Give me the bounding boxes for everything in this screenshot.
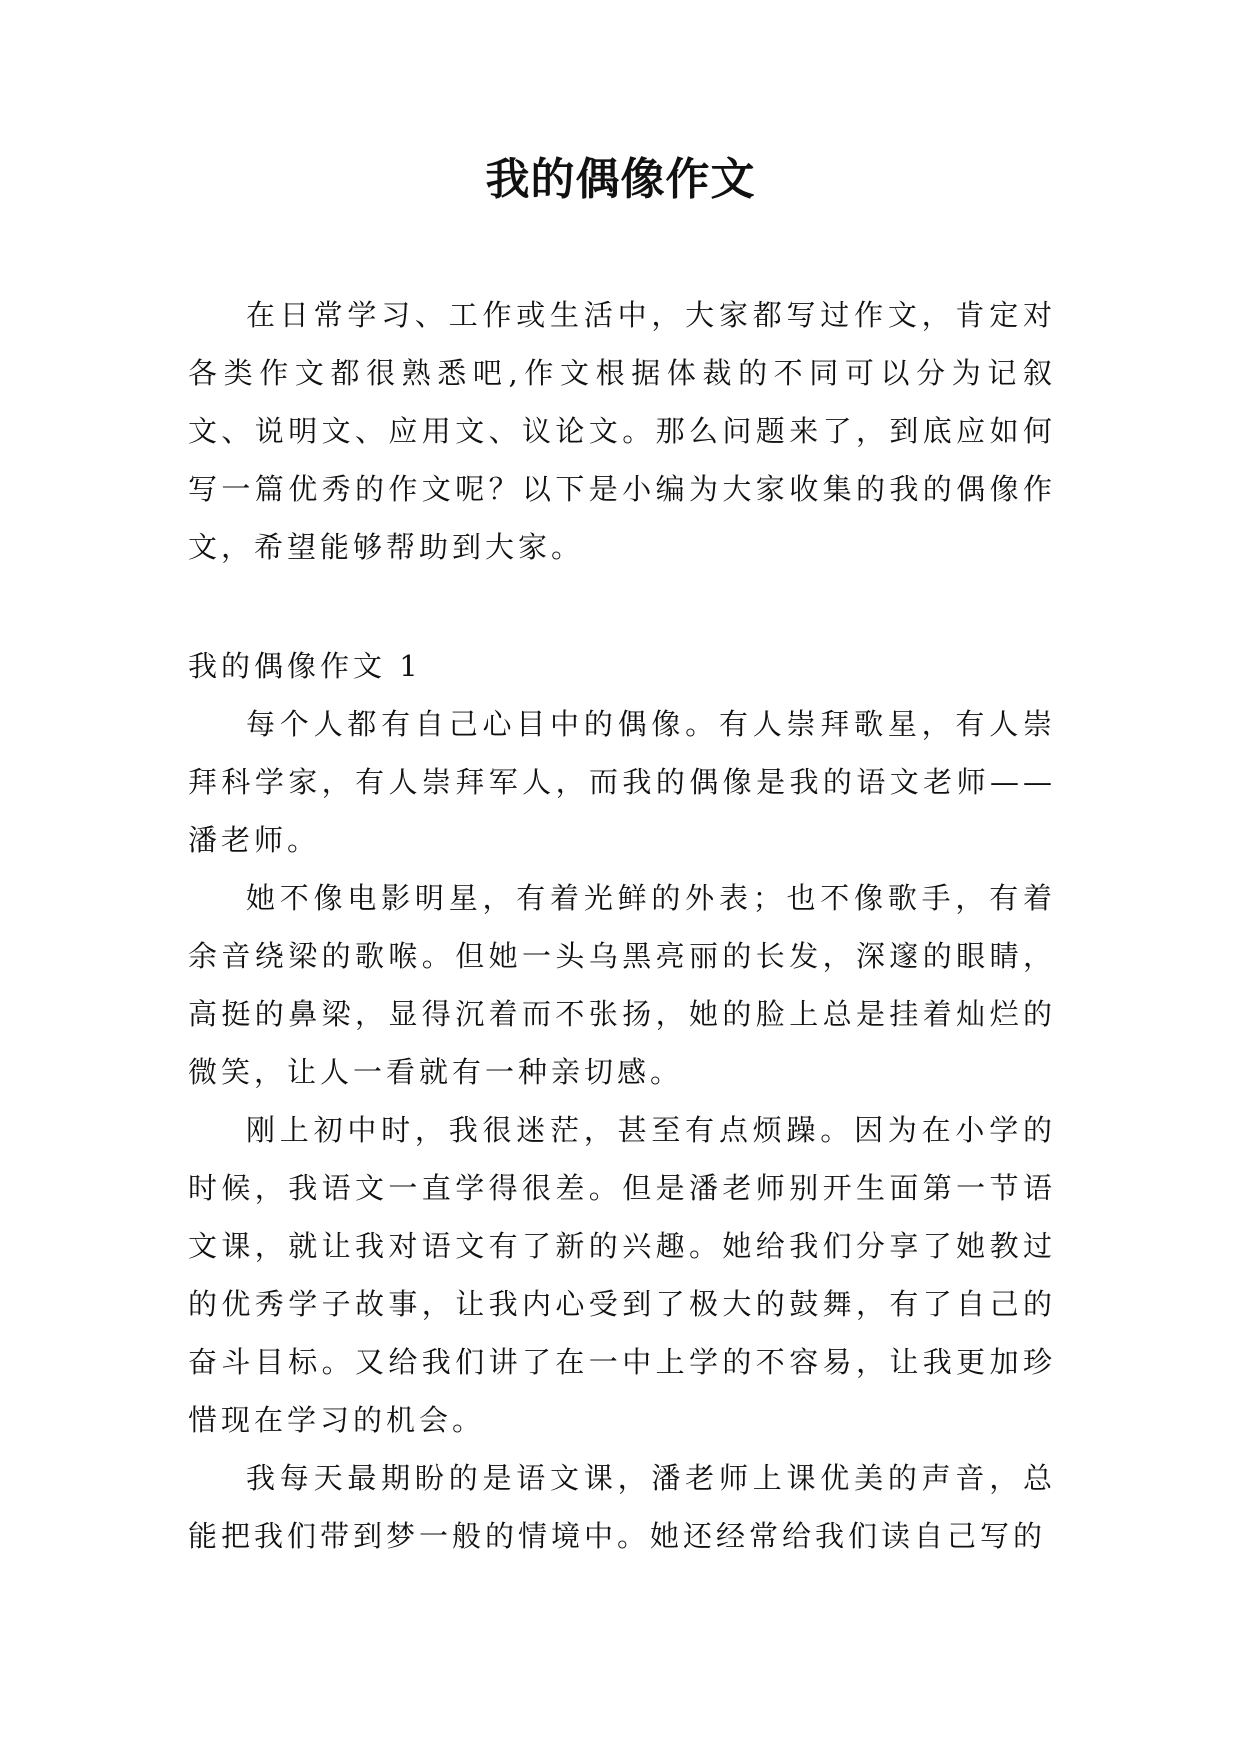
essay-paragraph: 我每天最期盼的是语文课，潘老师上课优美的声音，总能把我们带到梦一般的情境中。她还经常给我们读自己写的: [188, 1461, 1056, 1553]
essay-paragraph: 每个人都有自己心目中的偶像。有人崇拜歌星，有人崇拜科学家，有人崇拜军人，而我的偶像是我的语文老师——潘老师。: [188, 707, 1056, 857]
essay-paragraph: 刚上初中时，我很迷茫，甚至有点烦躁。因为在小学的时候，我语文一直学得很差。但是潘老师别开生面第一节语文课，就让我对语文有了新的兴趣。她给我们分享了她教过的优秀学子故事，让我内心受到了极大的鼓舞，有了自己的奋斗目标。又给我们讲了在一中上学的不容易，让我更加珍惜现在学习的机会。: [188, 1113, 1056, 1437]
essay-heading: 我的偶像作文 1: [188, 649, 422, 683]
intro-paragraph: 在日常学习、工作或生活中，大家都写过作文，肯定对各类作文都很熟悉吧,作文根据体裁的不同可以分为记叙文、说明文、应用文、议论文。那么问题来了，到底应如何写一篇优秀的作文呢？以下是小编为大家收集的我的偶像作文，希望能够帮助到大家。: [188, 298, 1056, 564]
document-title: 我的偶像作文: [485, 154, 756, 205]
essay-paragraph: 她不像电影明星，有着光鲜的外表；也不像歌手，有着余音绕梁的歌喉。但她一头乌黑亮丽的长发，深邃的眼睛，高挺的鼻梁，显得沉着而不张扬，她的脸上总是挂着灿烂的微笑，让人一看就有一种亲切感。: [188, 881, 1056, 1089]
essay-body: [188, 695, 1056, 1565]
